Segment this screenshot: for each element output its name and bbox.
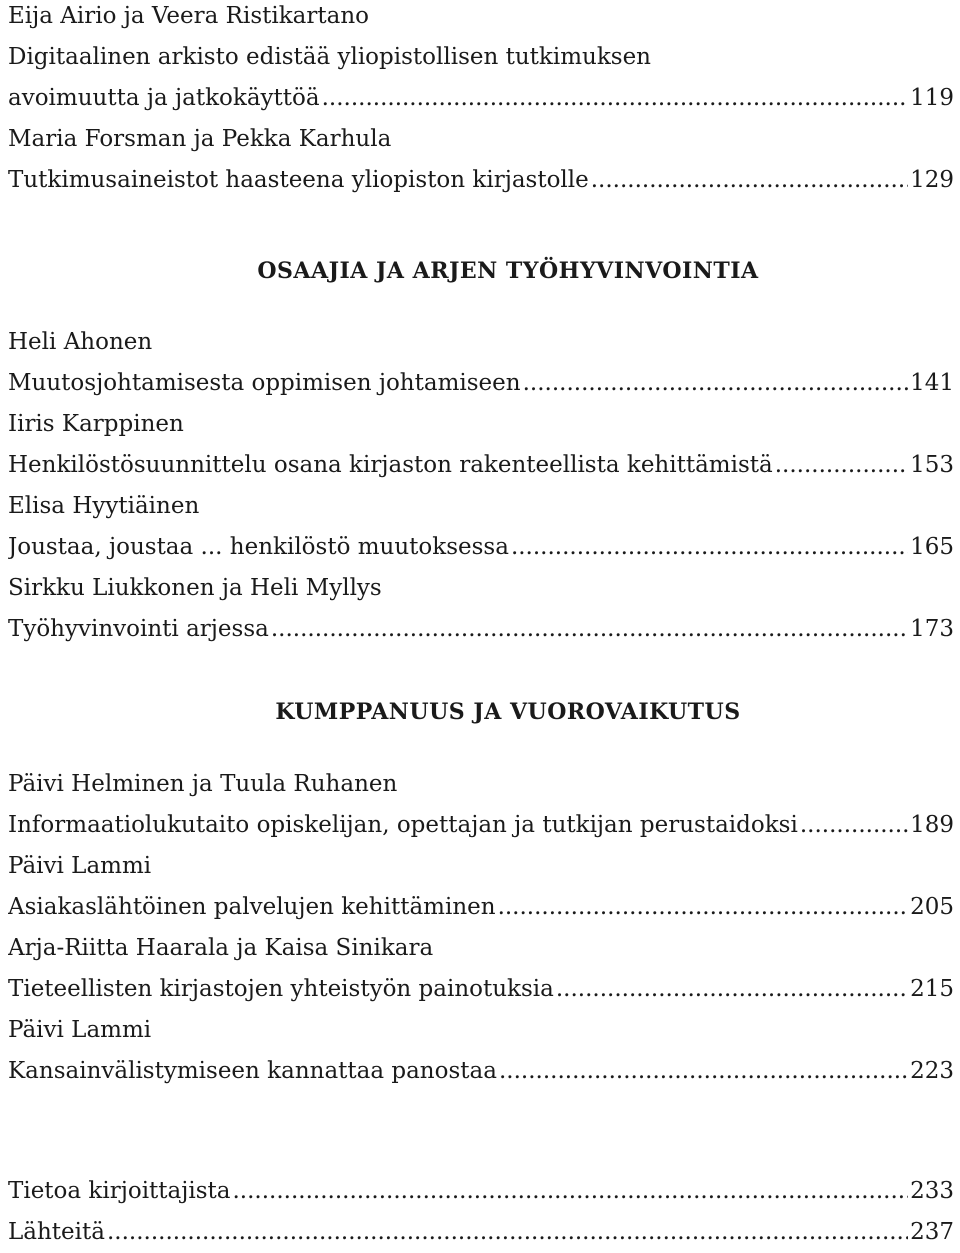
toc-author: Sirkku Liukkonen ja Heli Myllys <box>8 575 382 601</box>
toc-page-number: 223 <box>910 1058 954 1084</box>
toc-title: Informaatiolukutaito opiskelijan, opettajan ja tutkijan perustaidoksi <box>8 812 798 838</box>
toc-author: Eija Airio ja Veera Ristikartano <box>8 3 370 29</box>
toc-title: avoimuutta ja jatkokäyttöä <box>8 85 320 111</box>
toc-entry[interactable] <box>8 527 954 568</box>
toc-title: Digitaalinen arkisto edistää yliopistollisen tutkimuksen <box>8 44 651 70</box>
leader-dots <box>511 527 908 568</box>
toc-page-number: 215 <box>910 976 954 1002</box>
toc-page-number: 237 <box>910 1219 954 1245</box>
toc-section-1 <box>8 0 954 201</box>
toc-page-number: 119 <box>910 85 954 111</box>
toc-page-number: 189 <box>910 812 954 838</box>
leader-dots <box>322 78 909 119</box>
toc-author: Maria Forsman ja Pekka Karhula <box>8 126 392 152</box>
toc-entry[interactable] <box>8 1171 954 1212</box>
leader-dots <box>499 1051 908 1092</box>
toc-title: Muutosjohtamisesta oppimisen johtamiseen <box>8 370 521 396</box>
toc-author: Arja-Riitta Haarala ja Kaisa Sinikara <box>8 935 434 961</box>
toc-page-number: 129 <box>910 167 954 193</box>
toc-title: Henkilöstösuunnittelu osana kirjaston rakenteellista kehittämistä <box>8 452 773 478</box>
toc-author: Iiris Karppinen <box>8 411 184 437</box>
leader-dots <box>556 969 908 1010</box>
leader-dots <box>775 445 908 486</box>
toc-section-2 <box>8 322 954 650</box>
toc-title: Kansainvälistymiseen kannattaa panostaa <box>8 1058 497 1084</box>
leader-dots <box>800 805 908 846</box>
toc-page-number: 165 <box>910 534 954 560</box>
leader-dots <box>523 363 909 404</box>
toc-page-number: 153 <box>910 452 954 478</box>
leader-dots <box>107 1212 908 1253</box>
leader-dots <box>591 160 908 201</box>
section-heading: KUMPPANUUS JA VUOROVAIKUTUS <box>275 699 741 725</box>
leader-dots <box>498 887 909 928</box>
toc-author: Päivi Helminen ja Tuula Ruhanen <box>8 771 398 797</box>
toc-author: Elisa Hyytiäinen <box>8 493 200 519</box>
toc-entry[interactable] <box>8 445 954 486</box>
toc-entry[interactable] <box>8 363 954 404</box>
toc-title: Joustaa, joustaa ... henkilöstö muutoksessa <box>8 534 509 560</box>
toc-title: Asiakaslähtöinen palvelujen kehittäminen <box>8 894 496 920</box>
toc-author: Heli Ahonen <box>8 329 153 355</box>
toc-appendix <box>8 1171 954 1253</box>
toc-page-number: 205 <box>910 894 954 920</box>
toc-entry[interactable] <box>8 805 954 846</box>
toc-entry[interactable] <box>8 887 954 928</box>
toc-page-number: 233 <box>910 1178 954 1204</box>
toc-page-number: 141 <box>910 370 954 396</box>
toc-title: Työhyvinvointi arjessa <box>8 616 269 642</box>
toc-entry[interactable] <box>8 969 954 1010</box>
toc-page-number: 173 <box>910 616 954 642</box>
toc-entry[interactable] <box>8 609 954 650</box>
toc-title: Lähteitä <box>8 1219 105 1245</box>
toc-section-3 <box>8 764 954 1092</box>
toc-title: Tietoa kirjoittajista <box>8 1178 231 1204</box>
toc-author: Päivi Lammi <box>8 1017 152 1043</box>
toc-entry[interactable] <box>8 78 954 119</box>
toc-entry[interactable] <box>8 1212 954 1253</box>
toc-entry[interactable] <box>8 1051 954 1092</box>
toc-author: Päivi Lammi <box>8 853 152 879</box>
section-heading: OSAAJIA JA ARJEN TYÖHYVINVOINTIA <box>257 258 759 284</box>
toc-title: Tutkimusaineistot haasteena yliopiston kirjastolle <box>8 167 589 193</box>
toc-entry[interactable] <box>8 160 954 201</box>
leader-dots <box>271 609 908 650</box>
toc-title: Tieteellisten kirjastojen yhteistyön painotuksia <box>8 976 554 1002</box>
leader-dots <box>233 1171 909 1212</box>
